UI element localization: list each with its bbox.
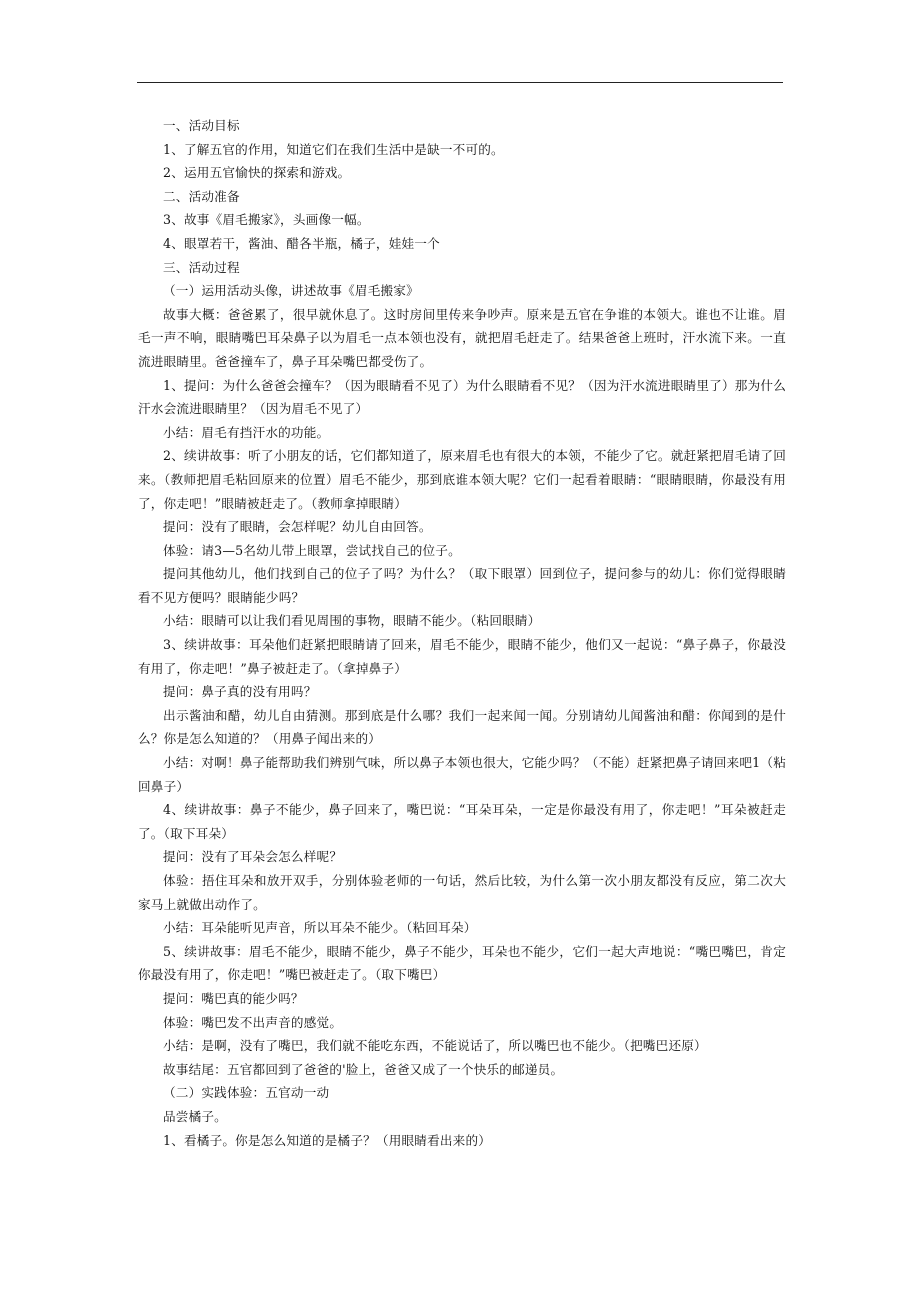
summary-nose: 小结：对啊！鼻子能帮助我们辨别气味，所以鼻子本领也很大，它能少吗？（不能）赶紧把鼻子请回来吧1（粘回鼻子） <box>138 755 786 794</box>
story-continue-2: 2、续讲故事：听了小朋友的话，它们都知道了，原来眉毛也有很大的本领，不能少了它。就赶紧把眉毛请了回来。（教师把眉毛粘回原来的位置）眉毛不能少，那到底谁本领大呢？它们一起看着眼睛：“眼睛眼睛，你最没有用了，你走吧！”眼睛被赶走了。（教师拿掉眼睛） <box>138 448 786 511</box>
summary-mouth: 小结：是啊，没有了嘴巴，我们就不能吃东西，不能说话了，所以嘴巴也不能少。（把嘴巴还原） <box>163 1038 707 1054</box>
story-continue-3: 3、续讲故事：耳朵他们赶紧把眼睛请了回来，眉毛不能少，眼睛不能少，他们又一起说：“鼻子鼻子，你最没有用了，你走吧！”鼻子被赶走了。（拿掉鼻子） <box>138 637 786 676</box>
goal-item-2: 2、运用五官愉快的探索和游戏。 <box>163 165 351 181</box>
header-rule <box>137 82 783 83</box>
practice-item-1: 1、看橘子。你是怎么知道的是橘子？（用眼睛看出来的） <box>163 1132 492 1148</box>
story-ending: 故事结尾：五官都回到了爸爸的'脸上，爸爸又成了一个快乐的邮递员。 <box>163 1061 564 1077</box>
heading-process: 三、活动过程 <box>163 259 240 275</box>
story-summary: 故事大概：爸爸累了，很早就休息了。这时房间里传来争吵声。原来是五官在争谁的本领大。谁也不让谁。眉毛一声不响，眼睛嘴巴耳朵鼻子以为眉毛一点本领也没有，就把眉毛赶走了。结果爸爸上班时，汗水流下来。一直流进眼睛里。爸爸撞车了，鼻子耳朵嘴巴都受伤了。 <box>138 306 786 369</box>
question-eyes: 提问：没有了眼睛，会怎样呢？幼儿自由回答。 <box>163 519 432 535</box>
experience-ears: 体验：捂住耳朵和放开双手，分别体验老师的一句话，然后比较，为什么第一次小朋友都没有反应，第二次大家马上就做出动作了。 <box>138 873 786 912</box>
story-continue-4: 4、续讲故事：鼻子不能少，鼻子回来了，嘴巴说：“耳朵耳朵，一定是你最没有用了，你走吧！”耳朵被赶走了。（取下耳朵） <box>138 802 786 841</box>
prep-item-4: 4、眼罩若干，酱油、醋各半瓶，橘子，娃娃一个 <box>163 235 440 251</box>
question-ears: 提问：没有了耳朵会怎么样呢？ <box>163 849 343 865</box>
document-body <box>138 114 786 1152</box>
question-others: 提问其他幼儿，他们找到自己的位子了吗？为什么？（取下眼罩）回到位子，提问参与的幼儿：你们觉得眼睛看不见方便吗？眼睛能少吗？ <box>138 566 786 605</box>
question-mouth: 提问：嘴巴真的能少吗？ <box>163 990 304 1006</box>
heading-goals: 一、活动目标 <box>163 118 240 133</box>
heading-preparation: 二、活动准备 <box>163 188 240 204</box>
activity-smell: 出示酱油和醋，幼儿自由猜测。那到底是什么哪？我们一起来闻一闻。分别请幼儿闻酱油和醋：你闻到的是什么？你是怎么知道的？（用鼻子闻出来的） <box>138 707 786 747</box>
question-1: 1、提问：为什么爸爸会撞车？（因为眼睛看不见了）为什么眼睛看不见？（因为汗水流进眼睛里了）那为什么汗水会流进眼睛里？（因为眉毛不见了） <box>138 377 786 417</box>
subheading-practice: （二）实践体验：五官动一动 <box>163 1085 330 1101</box>
experience-mouth: 体验：嘴巴发不出声音的感觉。 <box>163 1014 343 1030</box>
goal-item-1: 1、了解五官的作用，知道它们在我们生活中是缺一不可的。 <box>163 141 504 157</box>
summary-eyes: 小结：眼睛可以让我们看见周围的事物，眼睛不能少。（粘回眼睛） <box>163 613 541 629</box>
experience-blindfold: 体验：请3—5名幼儿带上眼罩，尝试找自己的位子。 <box>163 542 461 558</box>
story-continue-5: 5、续讲故事：眉毛不能少，眼睛不能少，鼻子不能少，耳朵也不能少，它们一起大声地说：“嘴巴嘴巴，肯定你最没有用了，你走吧！”嘴巴被赶走了。（取下嘴巴） <box>138 943 786 983</box>
tasting-orange: 品尝橘子。 <box>163 1108 227 1124</box>
summary-eyebrow: 小结：眉毛有挡汗水的功能。 <box>163 424 330 440</box>
prep-item-3: 3、故事《眉毛搬家》，头画像一幅。 <box>163 212 370 228</box>
subheading-story: （一）运用活动头像，讲述故事《眉毛搬家》 <box>163 283 419 299</box>
question-nose: 提问：鼻子真的没有用吗？ <box>163 684 317 700</box>
summary-ears: 小结：耳朵能听见声音，所以耳朵不能少。（粘回耳朵） <box>163 920 477 936</box>
